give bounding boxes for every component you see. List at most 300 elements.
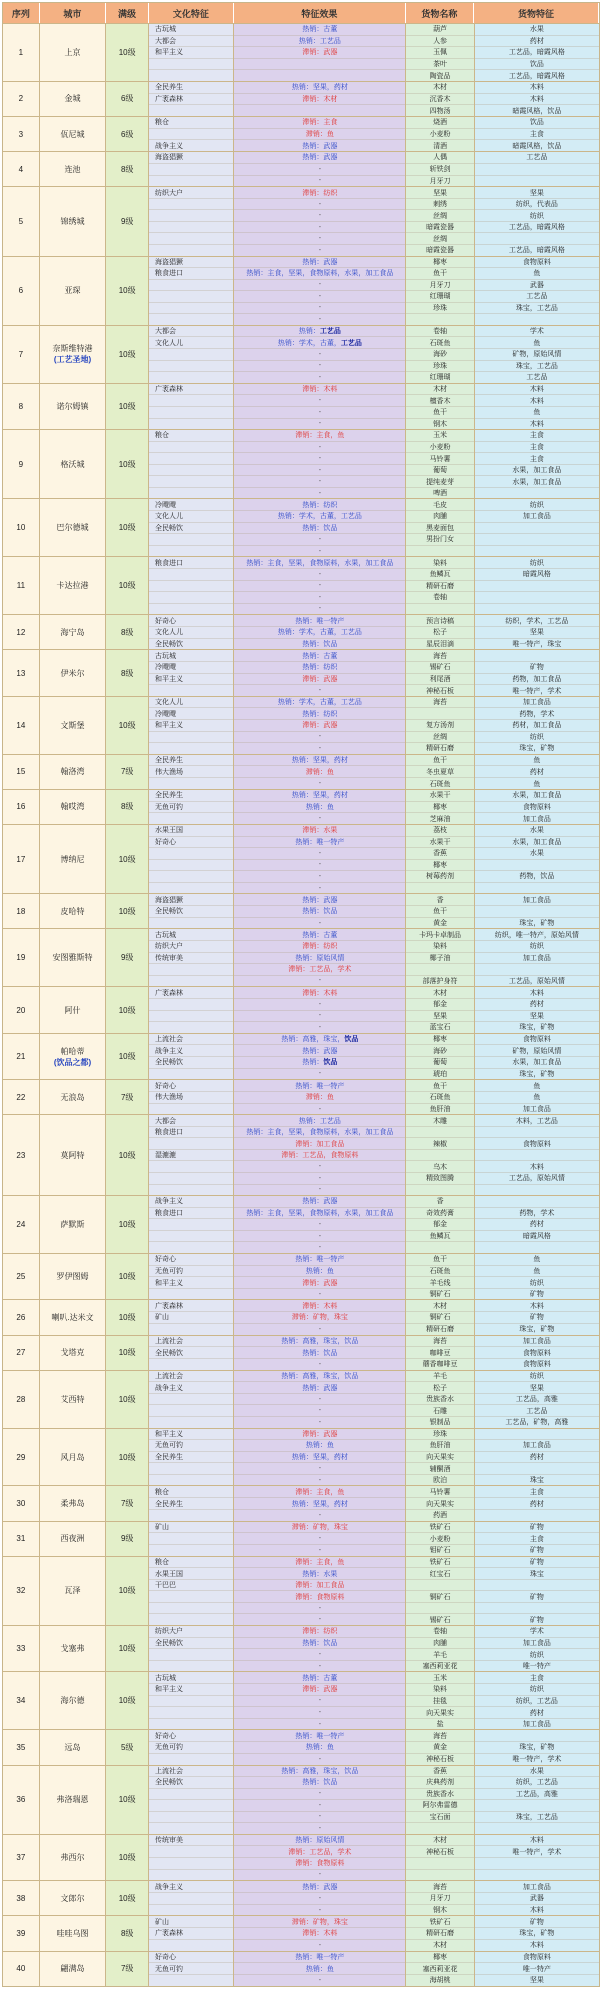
goods-item: 陶瓷品	[429, 72, 451, 80]
goods-item	[406, 1580, 474, 1592]
table-row	[3, 151, 599, 186]
row-city	[40, 187, 107, 255]
goods-item: 铁矿石	[406, 1557, 474, 1569]
row-city	[40, 152, 107, 186]
goods-feature-item	[475, 176, 599, 187]
goods-feature-item	[475, 488, 599, 499]
culture-item	[149, 199, 233, 211]
goods-item: 人偶	[406, 152, 474, 164]
goods-feature-item: 药材	[475, 1219, 599, 1231]
culture-item: 古玩城	[149, 24, 233, 36]
culture-item: 粮仓	[149, 1557, 233, 1569]
culture-list	[149, 987, 234, 1033]
goods-feature-list	[475, 1766, 599, 1834]
goods-feature-item	[475, 1870, 599, 1881]
goods-feature-item: 主食	[475, 1486, 599, 1498]
culture-item: 和平主义	[149, 1684, 233, 1696]
goods-feature-item: 矿物	[475, 1557, 599, 1569]
city-goods-table	[2, 2, 600, 1987]
effect-item: 热销：纺织	[234, 708, 405, 720]
goods-feature-item: 木料	[475, 987, 599, 999]
goods-item: 鱼鳞瓦	[406, 1231, 474, 1243]
goods-feature-list	[475, 1626, 599, 1672]
city-name: 风月岛	[60, 1452, 85, 1462]
goods-item: 石斑鱼	[406, 1092, 474, 1104]
goods-feature-item: 鱼	[475, 1080, 599, 1092]
effect-item: 滞销：武器	[234, 720, 405, 732]
row-seq: 18	[3, 894, 40, 928]
city-name: 帕哈蒂	[60, 1046, 85, 1056]
effect-item: -	[234, 1696, 405, 1708]
effect-list	[234, 825, 406, 893]
goods-list	[406, 1336, 475, 1370]
goods-feature-item	[475, 1580, 599, 1592]
goods-feature-item: 唯一特产，学术	[512, 1756, 562, 1764]
header-seq: 序列	[3, 3, 40, 23]
culture-item: 全民畅饮	[149, 906, 233, 918]
row-seq: 24	[3, 1196, 40, 1253]
culture-item	[149, 685, 233, 696]
culture-item	[149, 1022, 233, 1033]
row-city	[40, 557, 107, 614]
goods-feature-item: 食物原料	[475, 802, 599, 814]
goods-item: 铜矿石	[429, 1291, 451, 1299]
effect-item: -	[234, 442, 405, 454]
table-row	[3, 1114, 599, 1195]
effect-item: -	[234, 999, 405, 1011]
effect-list	[234, 1034, 406, 1080]
goods-feature-item: 加工食品	[522, 1721, 551, 1729]
row-city	[40, 1371, 107, 1428]
effect-item: 滞销：鱼	[234, 1092, 405, 1104]
goods-item: 葫芦	[406, 24, 474, 36]
row-seq: 38	[3, 1881, 40, 1915]
goods-feature-item: 纺织	[475, 941, 599, 953]
effect-item: -	[234, 453, 405, 465]
culture-list	[149, 1766, 234, 1834]
culture-item	[149, 105, 233, 116]
goods-feature-item: 加工食品	[475, 697, 599, 709]
goods-feature-item: 纺织	[475, 557, 599, 569]
goods-feature-list	[475, 697, 599, 754]
effect-item: -	[318, 420, 322, 428]
table-row	[3, 23, 599, 81]
effect-item: 滞销：食物原料	[234, 1858, 405, 1870]
goods-list	[406, 1522, 475, 1556]
row-seq: 22	[3, 1080, 40, 1114]
culture-item: 全民畅饮	[149, 1057, 233, 1069]
goods-feature-item	[475, 1823, 599, 1834]
culture-item: 海盗猖獗	[149, 152, 233, 164]
effect-list	[234, 430, 406, 498]
row-seq: 23	[3, 1115, 40, 1195]
goods-item: 羊毛线	[406, 1277, 474, 1289]
effect-list	[234, 499, 406, 556]
effect-item: 滞销：工艺品，食物原料	[234, 1150, 405, 1162]
goods-item: 啤酒	[433, 490, 448, 498]
culture-item: 好奇心	[149, 1254, 233, 1266]
goods-item: 银制品	[429, 1419, 451, 1427]
table-header	[3, 3, 599, 23]
goods-list	[406, 1254, 475, 1300]
goods-item: 暗霞瓷器	[406, 222, 474, 234]
row-seq: 9	[3, 430, 40, 498]
row-seq: 13	[3, 650, 40, 696]
goods-item: 预言诗稿	[406, 615, 474, 627]
city-name: 文斯堡	[60, 720, 85, 730]
effect-item: 热销：武器	[234, 894, 405, 906]
goods-feature-item	[475, 1603, 599, 1615]
effect-item: -	[234, 280, 405, 292]
goods-item: 海苔	[406, 697, 474, 709]
goods-item: 马铃薯	[406, 1486, 474, 1498]
row-seq: 33	[3, 1626, 40, 1672]
goods-item: 辣椒	[406, 1138, 474, 1150]
effect-list	[234, 987, 406, 1033]
row-max-level: 8级	[106, 615, 149, 649]
goods-item: 海砂	[406, 349, 474, 361]
goods-feature-item	[475, 860, 599, 872]
goods-feature-item: 珠宝，矿物	[519, 1070, 555, 1078]
goods-feature-item: 加工食品	[475, 1881, 599, 1893]
goods-feature-item: 唯一特产，学术	[475, 1846, 599, 1858]
culture-list	[149, 697, 234, 754]
culture-item: 好奇心	[149, 1080, 233, 1092]
goods-feature-item: 坚果	[475, 1382, 599, 1394]
row-city	[40, 1336, 107, 1370]
culture-item: 冷飕飕	[149, 499, 233, 511]
effect-list	[234, 152, 406, 186]
goods-feature-list	[475, 1486, 599, 1520]
culture-list	[149, 557, 234, 614]
header-culture: 文化特征	[149, 3, 234, 23]
goods-item	[406, 1858, 474, 1870]
row-city	[40, 1254, 107, 1300]
effect-item: 滞销：水果	[234, 825, 405, 837]
row-seq: 17	[3, 825, 40, 893]
goods-feature-item: 唯一特产	[522, 1663, 551, 1671]
goods-item	[406, 604, 474, 615]
effect-item: 热销：坚果，药材	[234, 1452, 405, 1464]
effect-item: -	[318, 1511, 322, 1519]
culture-item	[149, 1789, 233, 1801]
culture-list	[149, 1115, 234, 1195]
city-name: 巴尔德城	[56, 523, 89, 533]
effect-item: -	[234, 465, 405, 477]
effect-item: -	[318, 1290, 322, 1298]
row-city	[40, 1766, 107, 1834]
effect-item: 热销：唯一特产	[234, 1080, 405, 1092]
effect-item: 热销： 工艺品	[234, 326, 405, 338]
goods-feature-list	[475, 790, 599, 824]
goods-feature-item: 食物原料	[475, 1347, 599, 1359]
effect-list	[234, 1336, 406, 1370]
effect-item: 滞销：矿物，珠宝	[234, 1522, 405, 1534]
goods-item	[406, 883, 474, 894]
city-name: 连池	[64, 164, 81, 174]
culture-list	[149, 1835, 234, 1881]
culture-item: 文化人儿	[149, 627, 233, 639]
effect-item: 滞销：木材	[234, 94, 405, 106]
effect-item: 热销：主食，坚果，食物原料，水果，加工食品	[234, 557, 405, 569]
effect-item: 热销：饮品	[234, 523, 405, 535]
goods-item: 石斑鱼	[406, 337, 474, 349]
culture-item	[149, 59, 233, 71]
effect-item: 热销：主食，坚果，食物原料，水果，加工食品	[234, 1208, 405, 1220]
city-name: 上京	[64, 47, 81, 57]
table-row	[3, 186, 599, 255]
goods-item: 精研石磨	[406, 581, 474, 593]
goods-feature-item: 加工食品	[475, 953, 599, 965]
goods-feature-list	[475, 1952, 599, 1986]
goods-item: 红珊瑚	[429, 374, 451, 382]
goods-item: 羊毛	[406, 1371, 474, 1383]
goods-item: 铁矿石	[406, 1522, 474, 1534]
row-max-level: 10级	[106, 1300, 149, 1334]
effect-item: -	[318, 1023, 322, 1031]
goods-feature-item: 食物原料	[475, 1034, 599, 1046]
table-row	[3, 928, 599, 986]
row-seq: 32	[3, 1557, 40, 1625]
culture-item: 粮仓	[149, 117, 233, 129]
goods-item: 辅酮酒	[406, 1463, 474, 1475]
row-seq: 36	[3, 1766, 40, 1834]
effect-item: 热销：工艺品	[234, 36, 405, 48]
goods-feature-item: 坚果	[475, 1011, 599, 1023]
culture-item: 粮仓	[149, 430, 233, 442]
table-row	[3, 614, 599, 649]
effect-item: -	[318, 1476, 322, 1484]
effect-list	[234, 1115, 406, 1195]
goods-item: 葡萄	[406, 1057, 474, 1069]
culture-list	[149, 430, 234, 498]
effect-item: 热销：武器	[234, 1045, 405, 1057]
culture-item: 和平主义	[149, 47, 233, 59]
goods-feature-item: 纺织	[475, 1649, 599, 1661]
goods-item: 椰枣	[406, 1034, 474, 1046]
culture-item: 伟大渔场	[149, 766, 233, 778]
goods-feature-item: 加工食品	[475, 1638, 599, 1650]
effect-item: -	[234, 407, 405, 419]
culture-item: 广袤森林	[149, 1928, 233, 1940]
goods-feature-item	[475, 314, 599, 325]
goods-item: 海胡桃	[429, 1977, 451, 1985]
goods-feature-item: 坚果	[475, 187, 599, 199]
effect-item: -	[234, 1812, 405, 1824]
table-row	[3, 1521, 599, 1556]
goods-feature-item: 加工食品	[522, 815, 551, 823]
effect-list	[234, 650, 406, 696]
goods-item: 贵族香水	[406, 1394, 474, 1406]
effect-item: -	[234, 1463, 405, 1475]
goods-feature-item: 水果，加工食品	[475, 790, 599, 802]
effect-item: 热销： 饮品	[234, 1057, 405, 1069]
goods-feature-item: 药材	[475, 1498, 599, 1510]
effect-item: 热销：学术，古董，工艺品	[234, 697, 405, 709]
culture-item	[149, 465, 233, 477]
goods-feature-item: 饮品	[475, 59, 599, 71]
culture-item: 战争主义	[149, 1382, 233, 1394]
culture-item	[149, 1138, 233, 1150]
effect-list	[234, 1881, 406, 1915]
effect-item: -	[234, 1893, 405, 1905]
culture-item: 战争主义	[149, 1196, 233, 1208]
goods-item: 丝绸	[406, 732, 474, 744]
header-max-level: 满级	[106, 3, 149, 23]
effect-list	[234, 894, 406, 928]
row-max-level: 10级	[106, 825, 149, 893]
effect-item: -	[318, 1186, 322, 1194]
table-row	[3, 256, 599, 325]
table-row	[3, 1428, 599, 1486]
goods-item: 木材	[433, 1942, 448, 1950]
row-max-level: 7级	[106, 1486, 149, 1520]
goods-item: 海苔	[406, 650, 474, 662]
goods-feature-item: 珠宝，工艺品	[475, 1812, 599, 1824]
effect-item: 热销：高雅，珠宝， 饮品	[234, 1034, 405, 1046]
goods-item	[406, 1603, 474, 1615]
goods-item	[406, 314, 474, 325]
row-max-level: 6级	[106, 82, 149, 116]
culture-item: 广袤森林	[149, 987, 233, 999]
row-seq: 35	[3, 1730, 40, 1764]
goods-item: 塞西莉亚花	[406, 1963, 474, 1975]
effect-item: -	[234, 395, 405, 407]
goods-item: 提纯麦芽	[406, 476, 474, 488]
effect-list	[234, 755, 406, 789]
effect-list	[234, 1952, 406, 1986]
culture-item	[149, 1533, 233, 1545]
culture-item: 伟大渔场	[149, 1092, 233, 1104]
culture-item: 大都会	[149, 1115, 233, 1127]
table-row	[3, 116, 599, 151]
goods-feature-item: 药材	[475, 766, 599, 778]
goods-item	[406, 1150, 474, 1162]
effect-item: 滞销：武器	[234, 674, 405, 686]
goods-feature-item: 唯一特产	[475, 1963, 599, 1975]
effect-list	[234, 1916, 406, 1950]
goods-feature-list	[475, 825, 599, 893]
culture-item	[149, 1242, 233, 1253]
culture-list	[149, 24, 234, 81]
goods-feature-item: 工艺品，暗霞风格	[475, 222, 599, 234]
effect-item: -	[318, 1906, 322, 1914]
row-seq: 8	[3, 384, 40, 430]
effect-item: 滞销：主食，鱼	[234, 1486, 405, 1498]
goods-feature-item: 水果	[475, 825, 599, 837]
goods-item: 复方汤剂	[406, 720, 474, 732]
city-name: 皮哈特	[60, 906, 85, 916]
row-seq: 6	[3, 257, 40, 325]
goods-item: 黄金	[433, 920, 448, 928]
goods-feature-item: 工艺品，矿物，高雅	[505, 1419, 569, 1427]
effect-item: -	[318, 1976, 322, 1984]
goods-item	[406, 1185, 474, 1196]
goods-feature-item	[475, 164, 599, 176]
culture-item: 全民畅饮	[149, 1347, 233, 1359]
culture-item	[149, 918, 233, 929]
culture-item	[149, 1893, 233, 1905]
goods-item: 蓝宝石	[429, 1024, 451, 1032]
goods-item: 木材	[406, 1300, 474, 1312]
row-max-level: 10级	[106, 1254, 149, 1300]
culture-item: 无鱼可钓	[149, 1266, 233, 1278]
city-name: 瓦泽	[64, 1586, 81, 1596]
goods-list	[406, 326, 475, 383]
row-city	[40, 1300, 107, 1334]
effect-list	[234, 1300, 406, 1334]
effect-list	[234, 1835, 406, 1881]
city-name: 弗洛瑞恩	[56, 1795, 89, 1805]
culture-item	[149, 1185, 233, 1196]
goods-item: 马铃薯	[406, 453, 474, 465]
effect-item: -	[234, 1649, 405, 1661]
effect-list	[234, 1486, 406, 1520]
row-city	[40, 825, 107, 893]
row-max-level: 9级	[106, 929, 149, 986]
goods-feature-item: 纺织，代表品	[475, 199, 599, 211]
effect-item: 热销：鱼	[234, 1440, 405, 1452]
culture-item: 无鱼可钓	[149, 802, 233, 814]
effect-list	[234, 187, 406, 255]
goods-item: 椰枣	[406, 257, 474, 269]
goods-feature-item	[475, 906, 599, 918]
goods-item: 珍珠	[406, 1429, 474, 1441]
culture-item: 和平主义	[149, 674, 233, 686]
culture-item	[149, 1614, 233, 1625]
goods-feature-item: 矿物	[529, 1616, 544, 1624]
culture-item	[149, 1510, 233, 1521]
culture-list	[149, 499, 234, 556]
goods-list	[406, 1196, 475, 1253]
effect-item: 滞销：矿物，珠宝	[234, 1916, 405, 1928]
culture-item: 全民养生	[149, 790, 233, 802]
row-city	[40, 117, 107, 151]
culture-list	[149, 1916, 234, 1950]
culture-list	[149, 1196, 234, 1253]
culture-item: 战争主义	[149, 1881, 233, 1893]
row-max-level: 10级	[106, 987, 149, 1033]
goods-item: 丝绸	[406, 233, 474, 245]
table-row	[3, 754, 599, 789]
row-max-level: 10级	[106, 697, 149, 754]
culture-item: 冷飕飕	[149, 708, 233, 720]
goods-item: 向天果实	[406, 1452, 474, 1464]
goods-feature-item: 木料	[475, 82, 599, 94]
effect-list	[234, 557, 406, 614]
goods-item: 鱼肝油	[429, 1106, 451, 1114]
goods-feature-item	[475, 1185, 599, 1196]
culture-item	[149, 1870, 233, 1881]
goods-list	[406, 894, 475, 928]
goods-feature-item: 主食	[475, 453, 599, 465]
goods-feature-item: 药物，学术	[475, 1208, 599, 1220]
row-city	[40, 755, 107, 789]
culture-item	[149, 1603, 233, 1615]
effect-item: -	[234, 361, 405, 373]
row-max-level: 10级	[106, 384, 149, 430]
culture-list	[149, 1371, 234, 1428]
row-seq: 30	[3, 1486, 40, 1520]
goods-feature-item: 木料，工艺品	[475, 1115, 599, 1127]
culture-item	[149, 407, 233, 419]
table-row	[3, 1880, 599, 1915]
row-seq: 25	[3, 1254, 40, 1300]
effect-item: -	[234, 871, 405, 883]
goods-list	[406, 1115, 475, 1195]
effect-item: -	[234, 1173, 405, 1185]
goods-item: 挂毯	[406, 1696, 474, 1708]
